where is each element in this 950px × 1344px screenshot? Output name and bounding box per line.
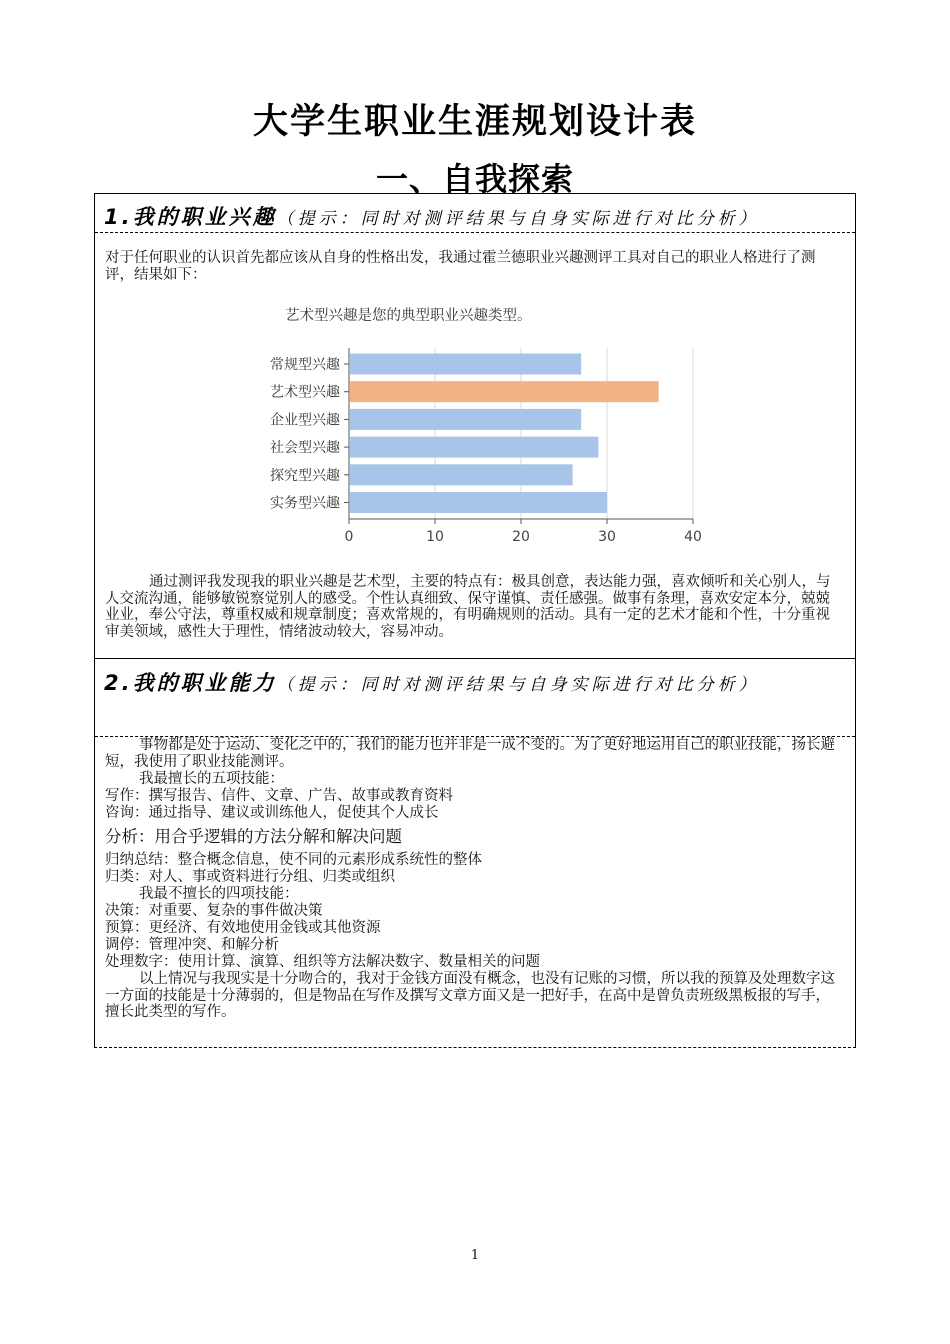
interest-bar-chart — [245, 304, 715, 559]
worst-skill-item: 决策：对重要、复杂的事件做决策 — [105, 903, 323, 919]
interest-heading-hint: （提示：同时对测评结果与自身实际进行对比分析） — [276, 209, 760, 229]
ability-section — [94, 659, 856, 1048]
worst-skills-label: 我最不擅长的四项技能： — [139, 886, 299, 902]
chart-category-label: 企业型兴趣 — [270, 412, 340, 429]
chart-x-tick-label: 20 — [512, 529, 530, 545]
best-skill-item: 咨询：通过指导、建议或训练他人，促使其个人成长 — [105, 805, 439, 821]
chart-category-label: 实务型兴趣 — [270, 495, 340, 512]
chart-title: 艺术型兴趣是您的典型职业兴趣类型。 — [285, 308, 532, 324]
ability-heading — [95, 667, 855, 737]
interest-section — [94, 193, 856, 659]
interest-heading-title: 1.我的职业兴趣 — [104, 205, 277, 229]
interest-intro: 对于任何职业的认识首先都应该从自身的性格出发，我通过霍兰德职业兴趣测评工具对自己的职业人格进行了测评，结果如下： — [105, 250, 816, 283]
best-skills-label: 我最擅长的五项技能： — [139, 771, 284, 787]
document-title: 大学生职业生涯规划设计表 — [252, 102, 697, 142]
chart-category-label: 社会型兴趣 — [270, 440, 340, 457]
chart-bar — [350, 464, 573, 485]
chart-x-tick-label: 30 — [598, 529, 616, 545]
worst-skill-item: 调停：管理冲突、和解分析 — [105, 937, 279, 953]
chart-x-tick-label: 0 — [344, 529, 354, 545]
chart-category-label: 艺术型兴趣 — [270, 384, 340, 401]
chart-bar — [350, 381, 659, 402]
interest-heading — [95, 201, 855, 233]
worst-skill-item: 预算：更经济、有效地使用金钱或其他资源 — [105, 920, 381, 936]
section-title: 一、自我探索 — [375, 160, 574, 198]
chart-x-tick-label: 40 — [684, 529, 702, 545]
best-skill-item: 归类：对人、事或资料进行分组、归类或组织 — [105, 869, 395, 885]
interest-analysis: 通过测评我发现我的职业兴趣是艺术型，主要的特点有：极具创意，表达能力强，喜欢倾听和关心别人，与人交流沟通，能够敏锐察觉别人的感受。个性认真细致、保守谨慎、责任感强。做事有条理，喜欢安定本分，兢兢业业，奉公守法，尊重权威和规章制度；喜欢常规的，有明确规则的活动。具有一定的艺术才能和个性，十分重视审美领域，感性大于理性，情绪波动较大，容易冲动。 — [105, 574, 831, 640]
worst-skill-item: 处理数字：使用计算、演算、组织等方法解决数字、数量相关的问题 — [105, 954, 540, 970]
ability-heading-hint: （提示：同时对测评结果与自身实际进行对比分析） — [276, 675, 760, 695]
best-skill-item: 归纳总结：整合概念信息，使不同的元素形成系统性的整体 — [105, 852, 482, 868]
chart-x-tick-label: 10 — [426, 529, 444, 545]
chart-bar — [350, 437, 598, 458]
ability-intro: 事物都是处于运动、变化之中的，我们的能力也并非是一成不变的。为了更好地运用自己的职业技能，扬长避短，我使用了职业技能测评。 — [105, 737, 835, 770]
page-number: 1 — [470, 1248, 480, 1263]
chart-bar — [350, 409, 581, 430]
best-skill-item: 写作：撰写报告、信件、文章、广告、故事或教育资料 — [105, 788, 453, 804]
ability-heading-title: 2.我的职业能力 — [104, 671, 277, 695]
chart-bar — [350, 354, 581, 375]
chart-bar — [350, 492, 607, 513]
ability-summary: 以上情况与我现实是十分吻合的，我对于金钱方面没有概念，也没有记账的习惯，所以我的预算及处理数字这一方面的技能是十分薄弱的，但是物品在写作及撰写文章方面又是一把好手，在高中是曾负责班级黑板报的写手，擅长此类型的写作。 — [105, 971, 835, 1020]
chart-category-label: 探究型兴趣 — [270, 467, 340, 484]
best-skill-item: 分析：用合乎逻辑的方法分解和解决问题 — [105, 827, 402, 846]
chart-category-label: 常规型兴趣 — [270, 357, 340, 373]
